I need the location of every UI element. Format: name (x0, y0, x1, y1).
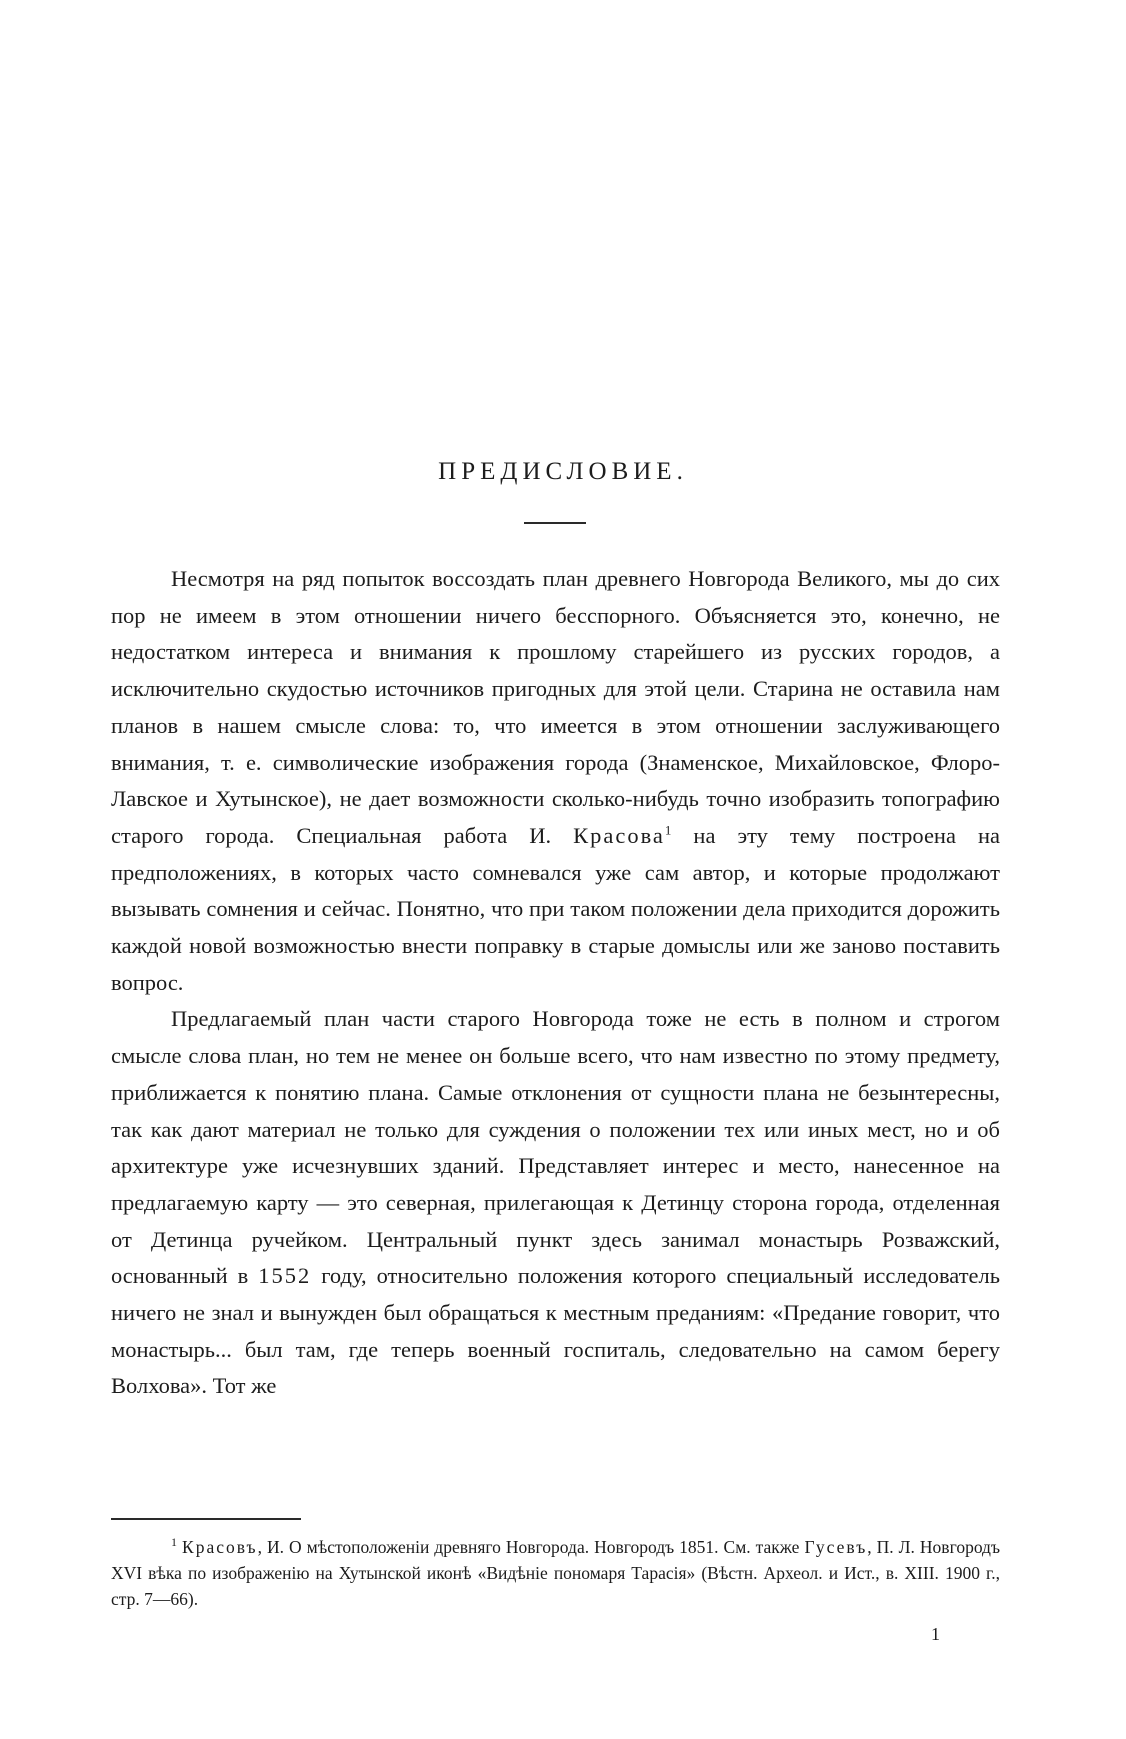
footnote-text (111, 1534, 1000, 1612)
footnote-author-2: Гусевъ (804, 1537, 868, 1557)
footnote-text-part-1: , И. О мѣстоположенiи древняго Новгорода. Новгородъ 1851. См. также (257, 1537, 805, 1557)
paragraph-2-text-start: Предлагаемый план части старого Новгорода тоже не есть в полном и строгом смысле слова план, но тем не менее он больше всего, что нам известно по этому предмету, приближается к понятию плана. Самые отклонения от сущности плана не безынтересны, так как дают материал не только для суждения о положении тех или иных мест, но и об архитектуре уже исчезнувших зданий. Представляет интерес и место, нанесенное на предлагаемую карту — это северная, прилегающая к Детинцу сторона города, отделенная от Детинца ручейком. Центральный пункт здесь занимал монастырь Розважский, основанный в (111, 1006, 1000, 1289)
footnote-number: 1 (171, 1535, 177, 1550)
footnote-divider (111, 1518, 301, 1520)
paragraph-1 (111, 561, 1000, 1001)
footnote-text-part-2: , П. Л. Новгородъ XVI вѣка по изображенiю на Хутынской иконѣ «Видѣнiе пономаря Тарасiя» (Вѣстн. Археол. и Ист., в. XIII. 1900 г., стр. 7—66). (111, 1537, 1001, 1609)
founding-year: 1552 (258, 1263, 312, 1289)
page-number: 1 (931, 1624, 940, 1644)
page-title: ПРЕДИСЛОВИЕ. (438, 458, 688, 485)
author-name-krasov: Красова (573, 822, 665, 848)
title-divider (524, 522, 586, 524)
main-text (111, 561, 1000, 1405)
paragraph-2 (111, 1001, 1000, 1405)
paragraph-2-text-end: году, относительно положения которого специальный исследователь ничего не знал и вынужден был обращаться к местным преданиям: «Предание говорит, что монастырь... был там, где теперь военный госпиталь, следовательно на самом берегу Волхова». Тот же (111, 1263, 1000, 1399)
footnote-author-1: Красовъ (182, 1537, 258, 1557)
paragraph-1-text-start: Несмотря на ряд попыток воссоздать план древнего Новгорода Великого, мы до сих пор не имеем в этом отношении ничего бесспорного. Объясняется это, конечно, не недостатком интереса и внимания к прошлому старейшего из русских городов, а исключительно скудостью источников пригодных для этой цели. Старина не оставила нам планов в нашем смысле слова: то, что имеется в этом отношении заслуживающего внимания, т. е. символические изображения города (Знаменское, Михайловское, Флоро-Лавское и Хутынское), не дает возможности сколько-нибудь точно изобразить топографию старого города. Специальная работа И. (111, 566, 1000, 848)
paragraph-1-text-end: на эту тему построена на предположениях, в которых часто сомневался уже сам автор, и которые продолжают вызывать сомнения и сейчас. Понятно, что при таком положении дела приходится дорожить каждой новой возможностью внести поправку в старые домыслы или же заново поставить вопрос. (111, 822, 1000, 995)
footnote (111, 1534, 1000, 1612)
footnote-reference[interactable]: 1 (664, 822, 672, 838)
